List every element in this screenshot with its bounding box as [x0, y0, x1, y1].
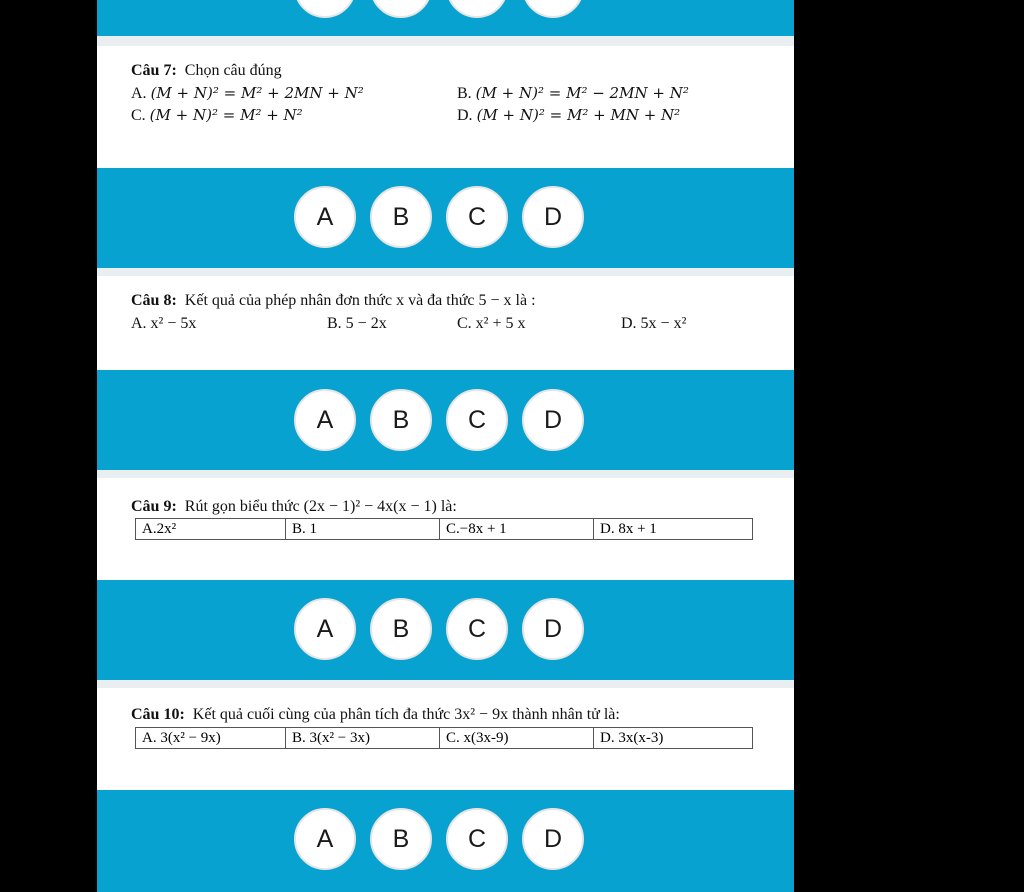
- answer-bar-q8: [97, 370, 794, 470]
- option-d-button[interactable]: D: [522, 389, 584, 451]
- option-b-button[interactable]: B: [370, 389, 432, 451]
- option-b-button[interactable]: [370, 0, 432, 18]
- question-text: Rút gọn biểu thức (2x − 1)² − 4x(x − 1) là:: [184, 498, 457, 515]
- option-c-button[interactable]: [446, 0, 508, 18]
- choice-d: D. 8x + 1: [600, 521, 657, 537]
- choice-text: C. x² + 5 x: [457, 315, 526, 332]
- question-8-title: [131, 292, 536, 310]
- option-a-button[interactable]: A: [294, 389, 356, 451]
- choice-text: A. x² − 5x: [131, 315, 197, 332]
- option-b-button[interactable]: B: [370, 186, 432, 248]
- choice-c: C.−8x + 1: [440, 519, 594, 539]
- choice-text: (M + N)² = M² + MN + N²: [476, 106, 681, 124]
- option-d-button[interactable]: D: [522, 186, 584, 248]
- quiz-page: [97, 0, 794, 892]
- choice-text: (M + N)² = M² + N²: [149, 106, 303, 124]
- question-label: Câu 8:: [131, 292, 177, 309]
- choice-d: D. 3x(x-3): [600, 730, 664, 746]
- option-b-button[interactable]: B: [370, 808, 432, 870]
- question-label: Câu 9:: [131, 498, 177, 515]
- question-card-9: [97, 478, 794, 580]
- choice-text: (M + N)² = M² + 2MN + N²: [150, 84, 364, 102]
- question-10-title: [131, 706, 620, 724]
- choice-a: A. 3(x² − 9x): [136, 728, 286, 748]
- choice-text: B. 5 − 2x: [327, 315, 387, 332]
- question-text: Chọn câu đúng: [184, 62, 282, 79]
- question-label: Câu 10:: [131, 706, 185, 723]
- option-c-button[interactable]: C: [446, 186, 508, 248]
- question-text: Kết quả cuối cùng của phân tích đa thức 3x² − 9x thành nhân tử là:: [192, 706, 620, 723]
- choice-prefix: B.: [457, 85, 472, 102]
- choices-table: [135, 727, 753, 749]
- option-a-button[interactable]: A: [294, 186, 356, 248]
- option-d-button[interactable]: [522, 0, 584, 18]
- question-text: Kết quả của phép nhân đơn thức x và đa thức 5 − x là :: [184, 292, 536, 309]
- choices-table: [135, 518, 753, 540]
- choice-a: [131, 84, 364, 103]
- question-card-8: [97, 276, 794, 370]
- answer-bar-q10: [97, 790, 794, 892]
- question-9-title: [131, 498, 457, 516]
- choice-c: [457, 315, 526, 333]
- choice-b: [457, 84, 689, 103]
- choice-b: B. 3(x² − 3x): [286, 728, 440, 748]
- question-card-7: [97, 46, 794, 168]
- answer-bar-q6: [97, 0, 794, 36]
- choice-b: [327, 315, 387, 333]
- option-a-button[interactable]: A: [294, 808, 356, 870]
- choice-a: A.2x²: [136, 519, 286, 539]
- choice-text: (M + N)² = M² − 2MN + N²: [475, 84, 689, 102]
- answer-bar-q7: [97, 168, 794, 268]
- choice-c: C. x(3x-9): [440, 728, 594, 748]
- option-c-button[interactable]: C: [446, 808, 508, 870]
- option-c-button[interactable]: C: [446, 598, 508, 660]
- choice-d: [621, 315, 686, 333]
- option-d-button[interactable]: D: [522, 598, 584, 660]
- choice-d: [457, 106, 680, 125]
- choice-b: B. 1: [286, 519, 440, 539]
- option-c-button[interactable]: C: [446, 389, 508, 451]
- choice-prefix: C.: [131, 107, 146, 124]
- option-b-button[interactable]: B: [370, 598, 432, 660]
- option-a-button[interactable]: A: [294, 598, 356, 660]
- question-7-title: [131, 62, 282, 80]
- option-a-button[interactable]: [294, 0, 356, 18]
- question-label: Câu 7:: [131, 62, 177, 79]
- choice-c: [131, 106, 303, 125]
- answer-bar-q9: [97, 580, 794, 680]
- choice-prefix: A.: [131, 85, 147, 102]
- question-card-10: [97, 688, 794, 790]
- choice-text: D. 5x − x²: [621, 315, 687, 332]
- choice-prefix: D.: [457, 107, 473, 124]
- option-d-button[interactable]: D: [522, 808, 584, 870]
- choice-a: [131, 315, 196, 333]
